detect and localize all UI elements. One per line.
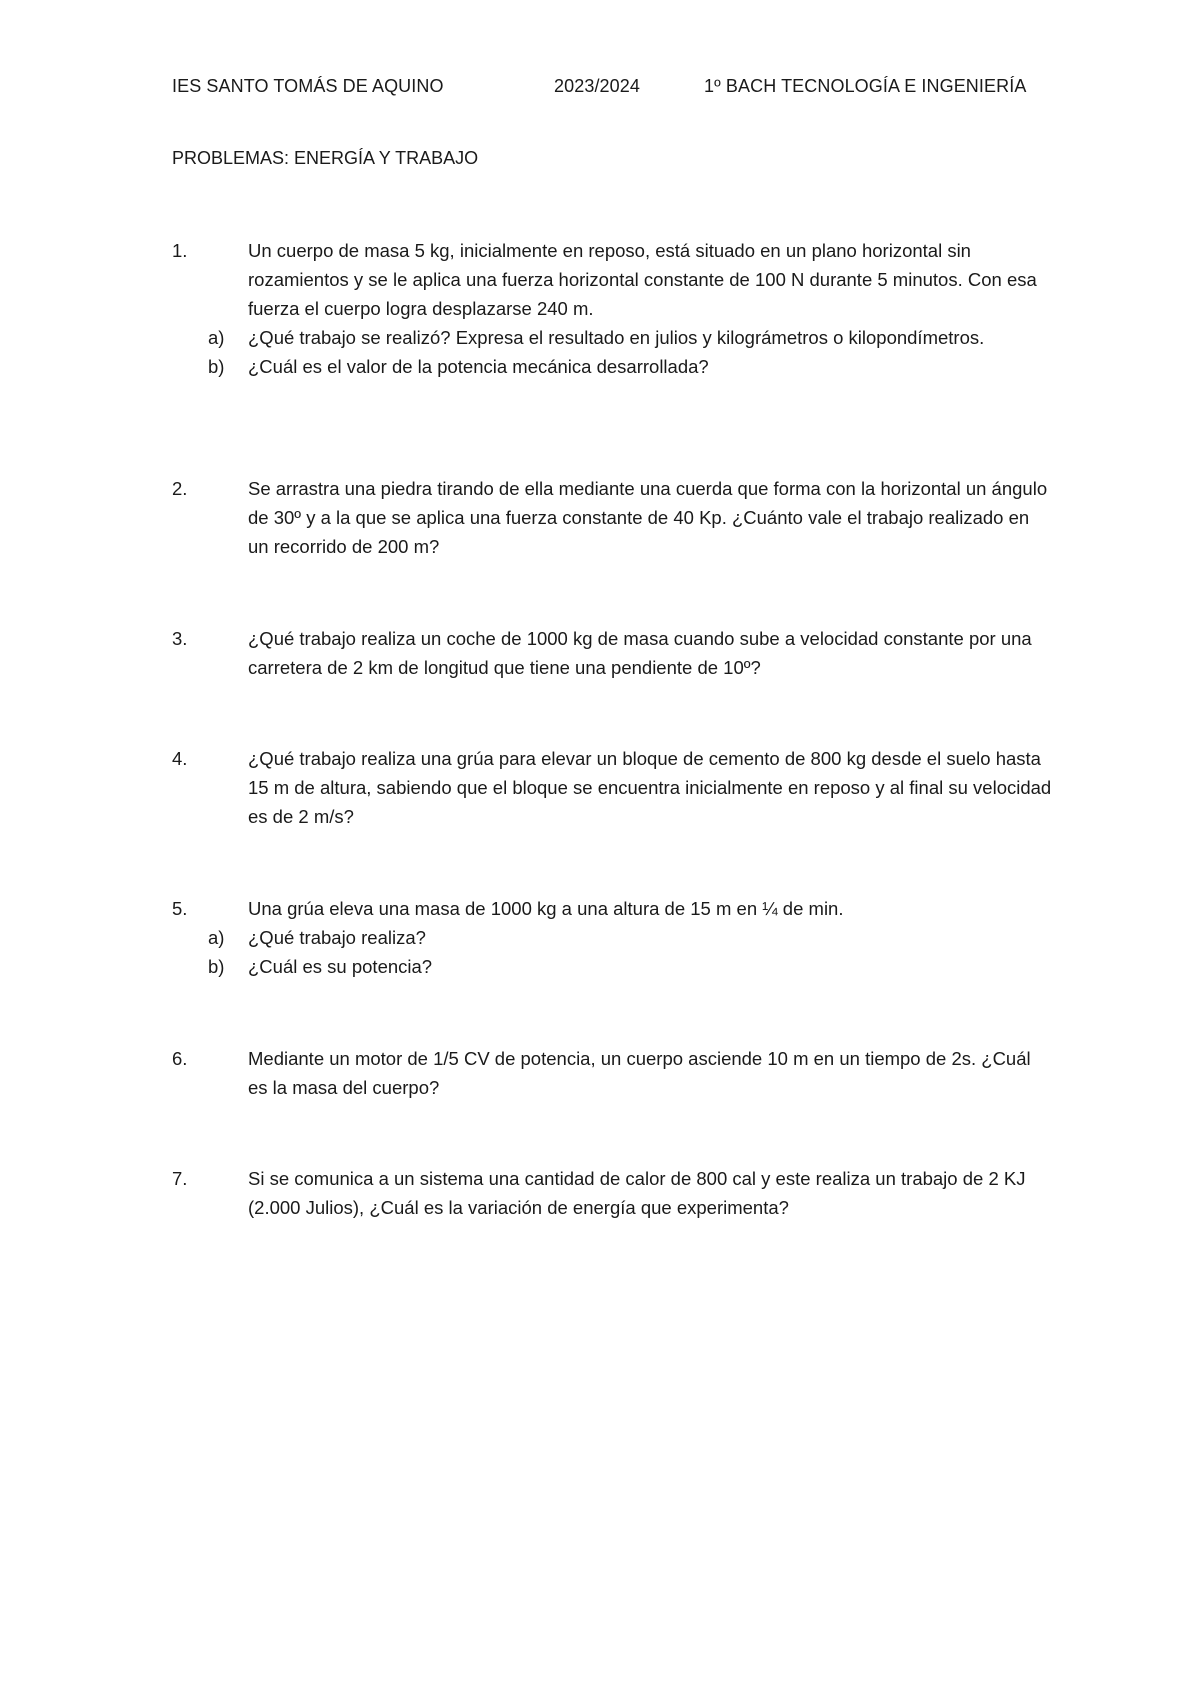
problem-number: 1. <box>172 240 188 261</box>
page-header <box>172 76 1052 102</box>
header-school: IES SANTO TOMÁS DE AQUINO <box>172 76 444 96</box>
problem-text: ¿Qué trabajo realiza un coche de 1000 kg de masa cuando sube a velocidad constante por una carretera de 2 km de longitud que tiene una pendiente de 10º? <box>248 628 1032 678</box>
problem-text: ¿Qué trabajo realiza una grúa para elevar un bloque de cemento de 800 kg desde el suelo hasta 15 m de altura, sabiendo que el bloque se encuentra inicialmente en reposo y al final su velocidad es de 2 m/s? <box>248 748 1052 827</box>
sub-question <box>172 323 1052 352</box>
sub-question-text: ¿Qué trabajo se realizó? Expresa el resultado en julios y kilográmetros o kilopondímetros. <box>248 327 985 348</box>
problem-text: Se arrastra una piedra tirando de ella mediante una cuerda que forma con la horizontal un ángulo de 30º y a la que se aplica una fuerza constante de 40 Kp. ¿Cuánto vale el trabajo realizado en un recorrido de 200 m? <box>248 478 1048 557</box>
sub-question <box>172 952 1052 981</box>
sub-question <box>172 923 1052 952</box>
problem-number: 2. <box>172 478 188 499</box>
problem-1 <box>172 236 1052 381</box>
sub-question-list <box>172 323 1052 381</box>
sub-question-text: ¿Cuál es su potencia? <box>248 956 433 977</box>
problem-5 <box>172 894 1052 981</box>
sub-question-letter: a) <box>208 927 225 948</box>
sub-question-text: ¿Qué trabajo realiza? <box>248 927 426 948</box>
problem-text: Un cuerpo de masa 5 kg, inicialmente en reposo, está situado en un plano horizontal sin rozamientos y se le aplica una fuerza horizontal constante de 100 N durante 5 minutos. Con esa fuerza el cuerpo logra desplazarse 240 m. <box>248 240 1037 319</box>
problem-number: 6. <box>172 1048 188 1069</box>
sub-question-letter: b) <box>208 356 225 377</box>
problem-text: Mediante un motor de 1/5 CV de potencia, un cuerpo asciende 10 m en un tiempo de 2s. ¿Cuál es la masa del cuerpo? <box>248 1048 1031 1098</box>
problem-text: Una grúa eleva una masa de 1000 kg a una altura de 15 m en ¼ de min. <box>248 898 844 919</box>
problem-6 <box>172 1044 1052 1102</box>
problem-number: 3. <box>172 628 188 649</box>
problem-number: 4. <box>172 748 188 769</box>
sub-question-letter: b) <box>208 956 225 977</box>
sub-question <box>172 352 1052 381</box>
sub-question-text: ¿Cuál es el valor de la potencia mecánica desarrollada? <box>248 356 709 377</box>
problem-7 <box>172 1164 1052 1222</box>
problem-2 <box>172 474 1052 561</box>
sub-question-letter: a) <box>208 327 225 348</box>
sub-question-list <box>172 923 1052 981</box>
problem-4 <box>172 744 1052 831</box>
header-course: 1º BACH TECNOLOGÍA E INGENIERÍA <box>704 76 1027 96</box>
problem-text: Si se comunica a un sistema una cantidad de calor de 800 cal y este realiza un trabajo de 2 KJ (2.000 Julios), ¿Cuál es la variación de energía que experimenta? <box>248 1168 1026 1218</box>
problem-number: 5. <box>172 898 188 919</box>
problem-3 <box>172 624 1052 682</box>
problem-number: 7. <box>172 1168 188 1189</box>
page-title: PROBLEMAS: ENERGÍA Y TRABAJO <box>172 148 479 168</box>
header-year: 2023/2024 <box>554 76 640 96</box>
